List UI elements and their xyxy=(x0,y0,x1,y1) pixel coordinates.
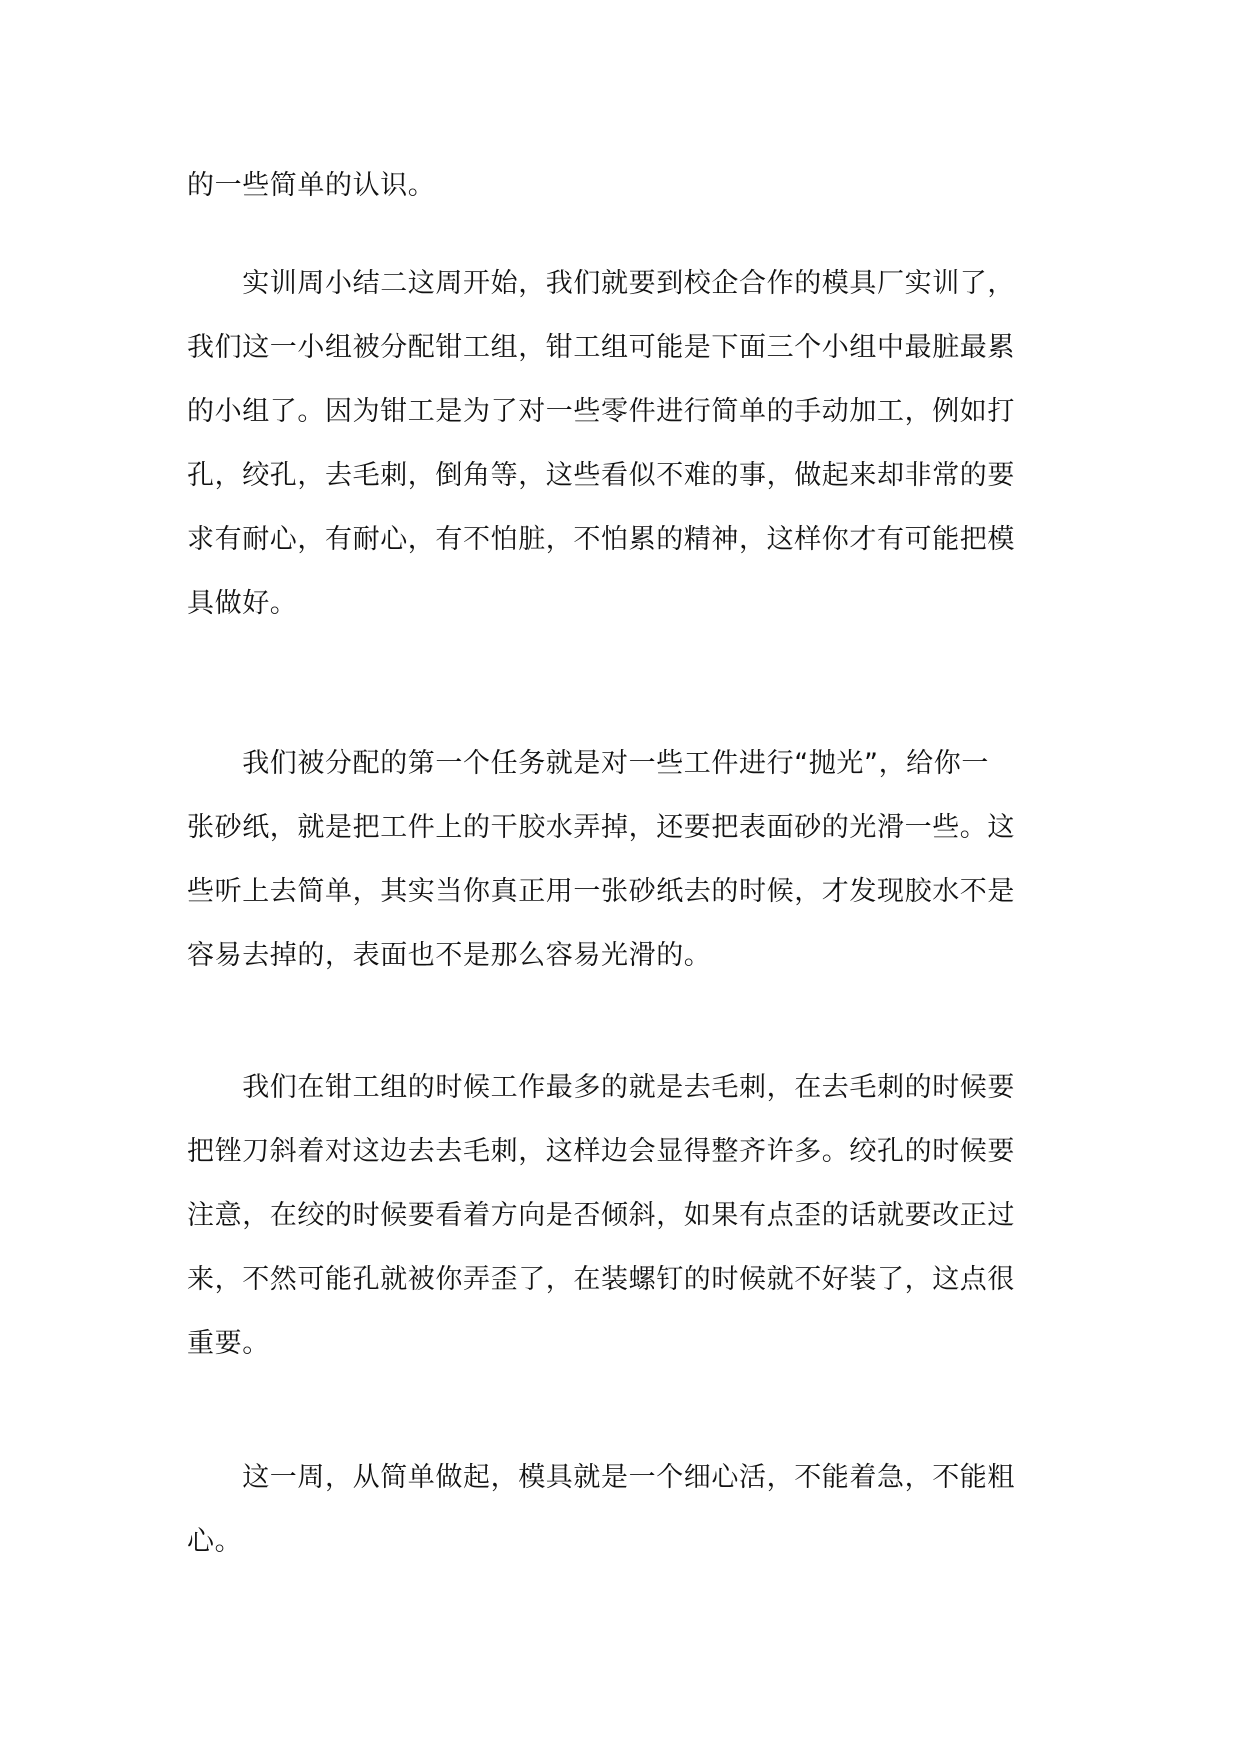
paragraph-polishing-task xyxy=(187,732,1057,988)
text-line: 具做好。 xyxy=(187,588,298,619)
text-line: 孔，绞孔，去毛刺，倒角等，这些看似不难的事，做起来却非常的要 xyxy=(187,460,1015,491)
text-line: 我们在钳工组的时候工作最多的就是去毛刺，在去毛刺的时候要 xyxy=(187,1072,1015,1103)
text-line: 求有耐心，有耐心，有不怕脏，不怕累的精神，这样你才有可能把模 xyxy=(187,524,1015,555)
paragraph-conclusion xyxy=(187,1446,1057,1574)
text-line: 些听上去简单，其实当你真正用一张砂纸去的时候，才发现胶水不是 xyxy=(187,876,1015,907)
text-line: 我们这一小组被分配钳工组，钳工组可能是下面三个小组中最脏最累 xyxy=(187,332,1015,363)
text-line: 注意，在绞的时候要看着方向是否倾斜，如果有点歪的话就要改正过 xyxy=(187,1200,1015,1231)
text-line: 来，不然可能孔就被你弄歪了，在装螺钉的时候就不好装了，这点很 xyxy=(187,1264,1015,1295)
text-line: 心。 xyxy=(187,1526,243,1557)
text-line: 我们被分配的第一个任务就是对一些工件进行“抛光”，给你一 xyxy=(187,748,989,779)
paragraph-week-start xyxy=(187,252,1057,636)
paragraph-intro-tail xyxy=(187,154,1057,218)
text-line: 的一些简单的认识。 xyxy=(187,170,436,201)
text-line: 重要。 xyxy=(187,1328,270,1359)
text-line: 把锉刀斜着对这边去去毛刺，这样边会显得整齐许多。绞孔的时候要 xyxy=(187,1136,1015,1167)
text-line: 这一周，从简单做起，模具就是一个细心活，不能着急，不能粗 xyxy=(187,1462,1015,1493)
paragraph-deburring xyxy=(187,1056,1057,1376)
text-line: 容易去掉的，表面也不是那么容易光滑的。 xyxy=(187,940,712,971)
text-line: 张砂纸，就是把工件上的干胶水弄掉，还要把表面砂的光滑一些。这 xyxy=(187,812,1015,843)
text-line: 的小组了。因为钳工是为了对一些零件进行简单的手动加工，例如打 xyxy=(187,396,1015,427)
text-line: 实训周小结二这周开始，我们就要到校企合作的模具厂实训了， xyxy=(187,268,1015,299)
